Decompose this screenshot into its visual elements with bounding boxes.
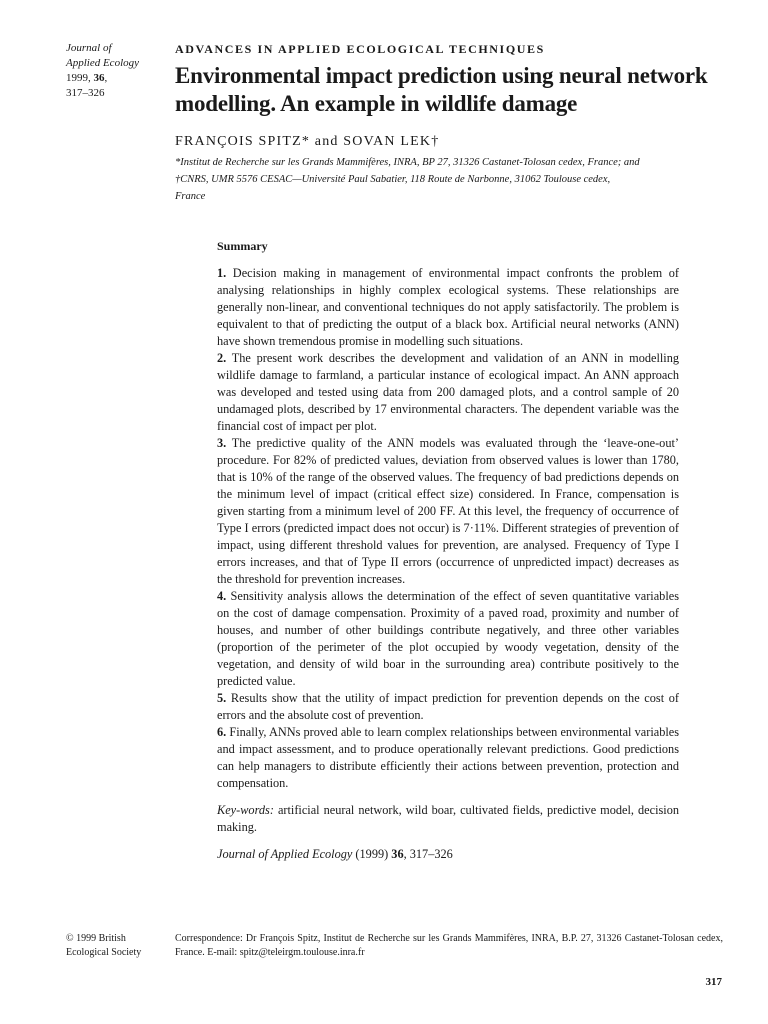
- journal-pages: 317–326: [66, 87, 105, 99]
- summary-paragraph: [217, 724, 679, 792]
- summary-paragraph: [217, 435, 679, 588]
- citation-year: (1999): [352, 847, 392, 861]
- copyright-notice: [66, 932, 166, 960]
- paragraph-text: The predictive quality of the ANN models was evaluated through the ‘leave-one-out’ procedure. For 82% of predicted values, deviation from observed values is lower than 1780, that is 10% of the range of the observed values. The frequency of bad predictions depends on the minimum level of impact (critical effect size) considered. In France, compensation is given starting from a minimum level of 200 FF. At this level, the frequency of occurrence of Type I errors (predicted impact does not occur) is 7·11%. Different strategies of prevention of impact, using different threshold values for prevention, are analysed. Frequency of Type I errors increases, and that of Type II errors (occurrence of unpredicted impact) decreases as the threshold for prevention increases.: [217, 436, 679, 586]
- summary-paragraph: [217, 265, 679, 350]
- journal-year-volume: [66, 71, 166, 86]
- paragraph-text: Decision making in management of environmental impact confronts the problem of analysing relationships in highly complex ecological systems. These relationships are generally non-linear, and conventional techniques do not apply satisfactorily. The problem is equivalent to that of predicting the output of a black box. Artificial neural networks (ANN) have shown tremendous promise in modelling such situations.: [217, 266, 679, 348]
- paragraph-number: 4.: [217, 589, 227, 603]
- citation-volume: 36: [391, 847, 404, 861]
- keywords-text: artificial neural network, wild boar, cultivated fields, predictive model, decision making.: [217, 803, 679, 834]
- paragraph-text: Results show that the utility of impact prediction for prevention depends on the cost of errors and the absolute cost of prevention.: [217, 691, 679, 722]
- summary-paragraph: [217, 690, 679, 724]
- affiliation-2: †CNRS, UMR 5576 CESAC—Université Paul Sabatier, 118 Route de Narbonne, 31062 Toulouse cedex,: [175, 174, 611, 185]
- summary-text: [217, 265, 679, 792]
- affiliation-3: France: [175, 191, 206, 202]
- paragraph-text: Sensitivity analysis allows the determination of the effect of seven quantitative variables on the cost of damage compensation. Proximity of a paved road, proximity and number of houses, and number of other buildings contribute negatively, and three other variables (proportion of the perimeter of the plot occupied by woody vegetation, density of the vegetation, and density of wild boar in the surrounding area) contribute positively to the predicted value.: [217, 589, 679, 688]
- paragraph-number: 6.: [217, 725, 227, 739]
- paragraph-text: Finally, ANNs proved able to learn complex relationships between environmental variables and impact assessment, and to produce operationally relevant predictions. Good predictions can help managers to distribute efficiently their actions between prevention, protection and compensation.: [217, 725, 679, 790]
- summary-paragraph: [217, 588, 679, 690]
- authors: FRANÇOIS SPITZ* and SOVAN LEK†: [175, 134, 440, 149]
- section-label: ADVANCES IN APPLIED ECOLOGICAL TECHNIQUES: [175, 42, 545, 56]
- paragraph-number: 3.: [217, 436, 227, 450]
- journal-volume-suffix: ,: [104, 72, 108, 84]
- citation-pages: , 317–326: [403, 847, 453, 861]
- keywords-label: Key-words:: [217, 803, 274, 817]
- journal-info: [66, 41, 166, 101]
- paragraph-number: 2.: [217, 351, 227, 365]
- copyright-line1: © 1999 British: [66, 933, 126, 944]
- page-number: 317: [705, 976, 722, 988]
- citation-journal: Journal of Applied Ecology: [217, 847, 353, 861]
- paragraph-number: 5.: [217, 691, 227, 705]
- summary-heading: Summary: [217, 239, 268, 253]
- summary-paragraph: [217, 350, 679, 435]
- journal-name-line1: Journal of: [66, 42, 112, 54]
- paragraph-text: The present work describes the development and validation of an ANN in modelling wildlife damage to farmland, a particular instance of ecological impact. An ANN approach was developed and tested using data from 200 damaged plots, and a control sample of 20 undamaged plots, described by 17 environmental characters. The dependent variable was the financial cost of impact per plot.: [217, 351, 679, 433]
- paragraph-number: 1.: [217, 266, 227, 280]
- affiliations: [175, 154, 705, 205]
- affiliation-1: *Institut de Recherche sur les Grands Mammifères, INRA, BP 27, 31326 Castanet-Tolosan cedex, France; and: [175, 157, 640, 168]
- paper-title: Environmental impact prediction using neural network modelling. An example in wildlife damage: [175, 63, 708, 116]
- keywords: [217, 802, 679, 836]
- citation: [217, 846, 679, 863]
- summary-section: [217, 238, 679, 863]
- copyright-line2: Ecological Society: [66, 947, 142, 958]
- journal-name-line2: Applied Ecology: [66, 57, 140, 69]
- correspondence-note: Correspondence: Dr François Spitz, Institut de Recherche sur les Grands Mammifères, INRA, B.P. 27, 31326 Castanet-Tolosan cedex, France. E-mail: spitz@teleirgm.toulouse.inra.fr: [175, 933, 723, 958]
- journal-volume: 36: [93, 72, 105, 84]
- journal-year: 1999,: [66, 72, 94, 84]
